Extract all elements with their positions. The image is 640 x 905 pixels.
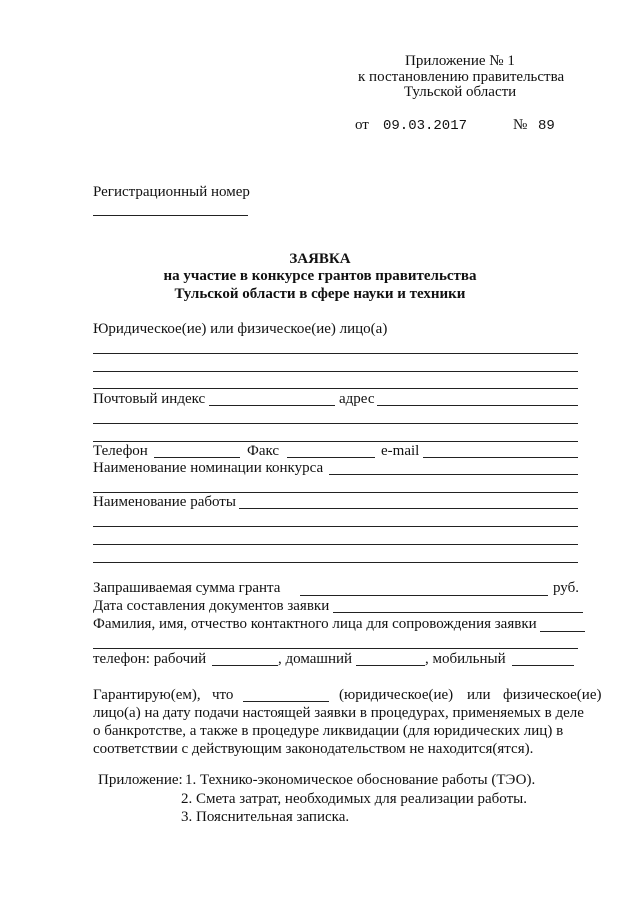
contact-person-line[interactable] [540,631,585,632]
document-subtitle-2: Тульской области в сфере науки и техники [174,286,466,302]
guarantee-word-2: что [212,687,234,703]
work-name-line-3[interactable] [93,544,578,545]
doc-date-line[interactable] [333,612,583,613]
phone-work-label: телефон: рабочий [93,651,207,667]
registration-line[interactable] [93,215,248,216]
appendix-number: Приложение № 1 [405,53,515,69]
email-line[interactable] [423,457,578,458]
phone-mobile-label: , мобильный [425,651,506,667]
nomination-label: Наименование номинации конкурса [93,460,324,476]
phone-mobile-line[interactable] [512,665,574,666]
work-name-line-4[interactable] [93,562,578,563]
email-label: e-mail [381,443,420,459]
doc-date-label: Дата составления документов заявки [93,598,330,614]
document-title: ЗАЯВКА [289,251,351,267]
entity-line-1[interactable] [93,353,578,354]
entity-line-2[interactable] [93,371,578,372]
guarantee-line-3: о банкротстве, а также в процедуре ликвидации (для юридических лиц) в [93,723,564,739]
address-line[interactable] [377,405,578,406]
contact-person-line-2[interactable] [93,648,578,649]
phone-home-line[interactable] [356,665,425,666]
nomination-line-2[interactable] [93,492,578,493]
currency-label: руб. [553,580,579,596]
grant-sum-label: Запрашиваемая сумма гранта [93,580,281,596]
decree-number: 89 [538,118,555,134]
phone-label: Телефон [93,443,148,459]
fax-line[interactable] [287,457,375,458]
decree-date: 09.03.2017 [383,118,468,134]
attachment-item-1: 1. Технико-экономическое обоснование работы (ТЭО). [185,772,536,788]
nomination-line[interactable] [329,474,578,475]
work-name-label: Наименование работы [93,494,236,510]
address-label: адрес [339,391,375,407]
work-name-line-2[interactable] [93,526,578,527]
appendix-region: Тульской области [404,84,517,100]
postal-index-line[interactable] [209,405,335,406]
address-line-3[interactable] [93,441,578,442]
guarantee-word-5: физическое(ие) [503,687,602,703]
guarantee-blank[interactable] [243,701,329,702]
entity-line-3[interactable] [93,388,578,389]
contact-person-label: Фамилия, имя, отчество контактного лица для сопровождения заявки [93,616,537,632]
date-prefix: от [355,117,369,133]
document-subtitle-1: на участие в конкурсе грантов правительства [163,268,477,284]
entity-label: Юридическое(ие) или физическое(ие) лицо(а) [93,321,388,337]
grant-sum-line[interactable] [300,595,548,596]
attachment-item-2: 2. Смета затрат, необходимых для реализации работы. [181,791,527,807]
guarantee-line-2: лицо(а) на дату подачи настоящей заявки в процедурах, применяемых в деле [93,705,584,721]
guarantee-word-3: (юридическое(ие) [339,687,454,703]
attachment-item-3: 3. Пояснительная записка. [181,809,350,825]
guarantee-line-4: соответствии с действующим законодательством не находится(ятся). [93,741,534,757]
postal-index-label: Почтовый индекс [93,391,206,407]
phone-home-label: , домашний [278,651,353,667]
phone-line[interactable] [154,457,240,458]
registration-label: Регистрационный номер [93,184,250,200]
guarantee-word-4: или [467,687,491,703]
appendix-decree: к постановлению правительства [358,69,565,85]
address-line-2[interactable] [93,423,578,424]
work-name-line[interactable] [239,508,578,509]
attachments-label: Приложение: [98,772,183,788]
guarantee-word-1: Гарантирую(ем), [93,687,201,703]
phone-work-line[interactable] [212,665,278,666]
fax-label: Факс [247,443,280,459]
number-prefix: № [513,117,528,133]
